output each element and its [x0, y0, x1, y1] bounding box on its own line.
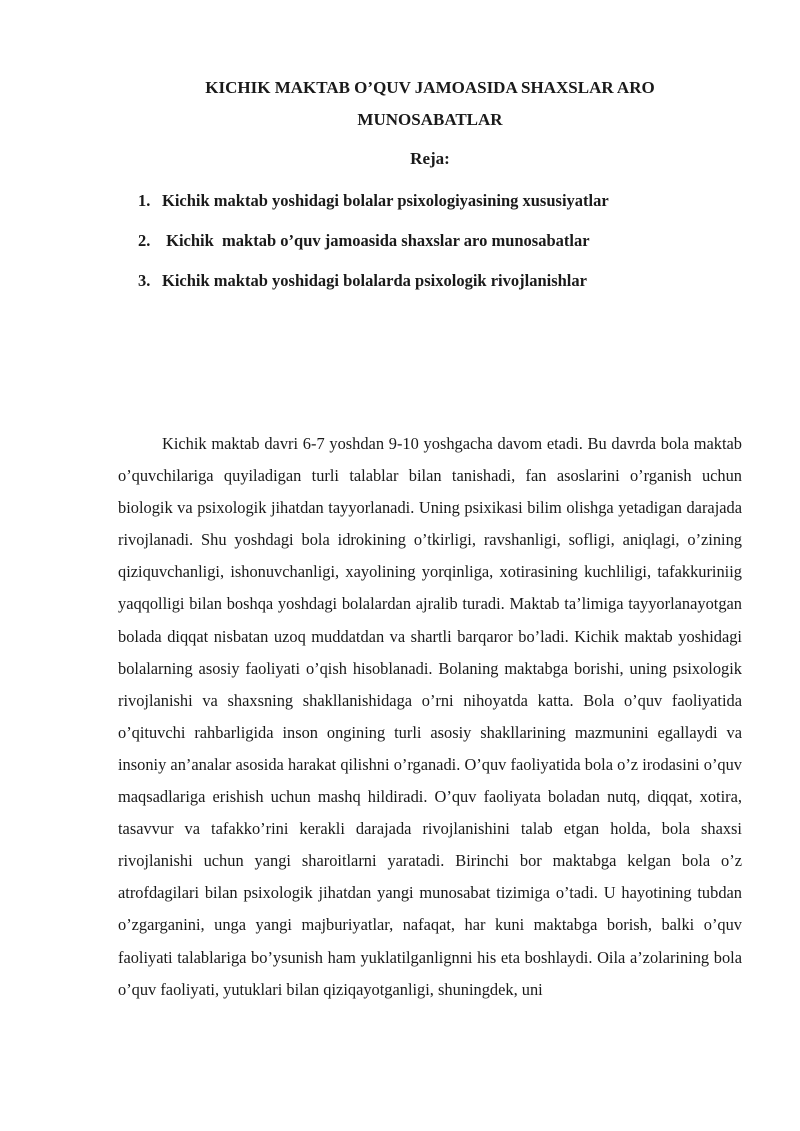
- plan-item-number: 1.: [138, 191, 151, 210]
- plan-list: [138, 186, 609, 306]
- plan-heading: Reja:: [410, 149, 450, 168]
- title-line-2: MUNOSABATLAR: [357, 110, 503, 129]
- document-title: [120, 72, 740, 136]
- title-line-1: KICHIK MAKTAB O’QUV JAMOASIDA SHAXSLAR ARO: [205, 78, 655, 97]
- plan-item: [138, 186, 609, 216]
- plan-item-number: 2.: [138, 231, 151, 250]
- body-paragraph: Kichik maktab davri 6-7 yoshdan 9-10 yoshgacha davom etadi. Bu davrda bola maktab o’quvchilariga quyiladigan turli talablar bilan tanishadi, fan asoslarini o’rganish uchun biologik va psixologik jihatdan tayyorlanadi. Uning psixikasi bilim olishga yetadigan darajada rivojlanadi. Shu yoshdagi bola idrokining o’tkirligi, ravshanligi, sofligi, aniqlagi, o’zining qiziquvchanligi, ishonuvchanligi, xayolining yorqinliga, xotirasining kuchliligi, tafakkuriniig yaqqolligi bilan boshqa yoshdagi bolalardan ajralib turadi. Maktab ta’limiga tayyorlanayotgan bolada diqqat nisbatan uzoq muddatdan va shartli barqaror bo’ladi. Kichik maktab yoshidagi bolalarning asosiy faoliyati o’qish hisoblanadi. Bolaning maktabga borishi, uning psixologik rivojlanishi va shaxsning shakllanishidaga o’rni nihoyatda katta. Bola o’quv faoliyatida o’qituvchi rahbarligida inson ongining turli asosiy shakllarining mazmunini egallaydi va insoniy an’analar asosida harakat qilishni o’rganadi. O’quv faoliyatida bola o’z irodasini o’quv maqsadlariga erishish uchun mashq hildiradi. O’quv faoliyata boladan nutq, diqqat, xotira, tasavvur va tafakko’rini kerakli darajada rivojlanishini talab etgan holda, bola shaxsi rivojlanishi uchun yangi sharoitlarni yaratadi. Birinchi bor maktabga kelgan bola o’z atrofdagilari bilan psixologik jihatdan yangi munosabat tizimiga o’tadi. U hayotining tubdan o’zgarganini, unga yangi majburiyatlar, nafaqat, har kuni maktabga borish, balki o’quv faoliyati talablariga bo’ysunish ham yuklatilganlignni his eta boshlaydi. Oila a’zolarining bola o’quv faoliyati, yutuklari bilan qiziqayotganligi, shuningdek, uni: [118, 434, 742, 999]
- plan-item-number: 3.: [138, 271, 151, 290]
- plan-item-text: Kichik maktab yoshidagi bolalar psixologiyasining xususiyatlar: [162, 191, 609, 210]
- plan-item: [138, 226, 609, 256]
- plan-item-text: Kichik maktab yoshidagi bolalarda psixologik rivojlanishlar: [162, 271, 587, 290]
- plan-item: [138, 266, 609, 296]
- plan-item-text: Kichik maktab o’quv jamoasida shaxslar aro munosabatlar: [162, 231, 590, 250]
